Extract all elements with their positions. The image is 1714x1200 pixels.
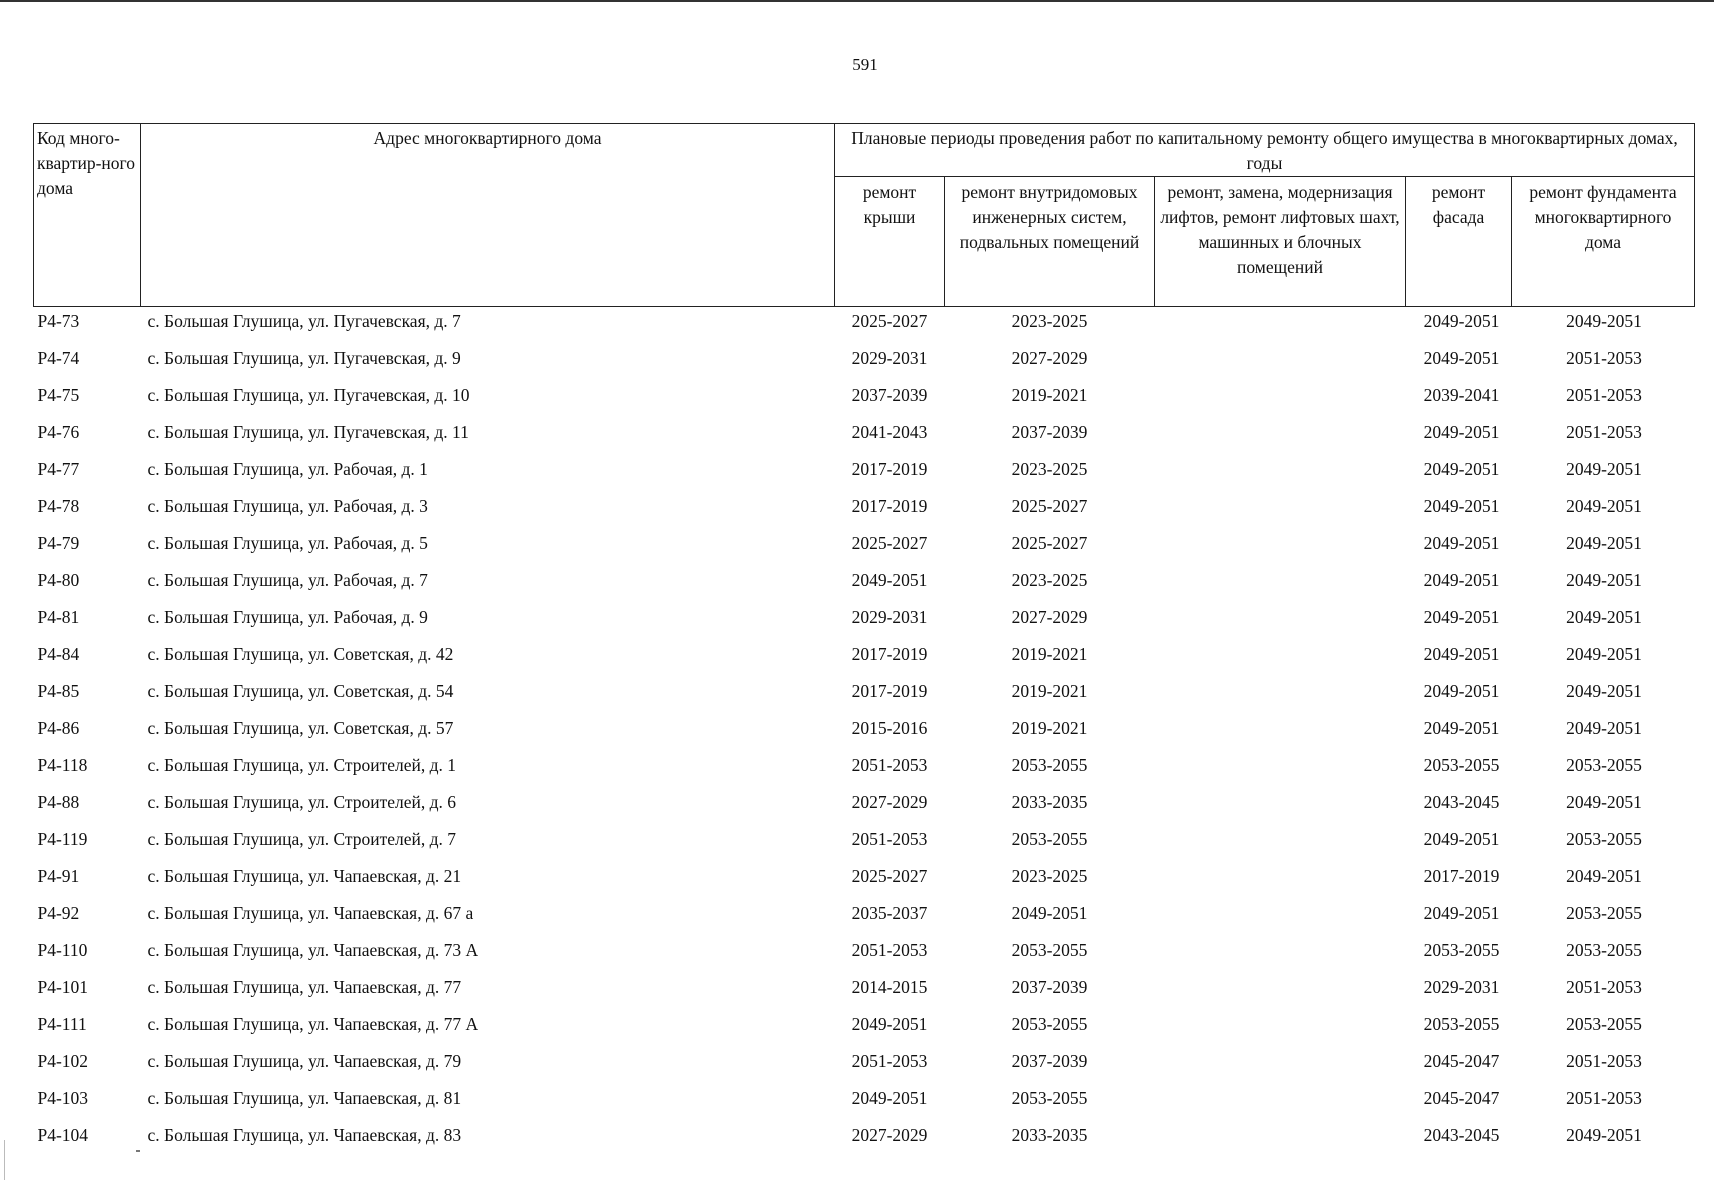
scan-edge-mark — [4, 1140, 5, 1180]
building-code-cell: Р4-76 — [37, 422, 80, 442]
roof-repair-period-cell: 2035-2037 — [851, 903, 928, 923]
building-code-cell: Р4-84 — [37, 644, 80, 664]
header-facade-repair: ремонт фасада — [1406, 177, 1512, 307]
table-row — [34, 529, 1695, 566]
roof-repair-period-cell: 2029-2031 — [851, 348, 928, 368]
facade-repair-period-cell: 2053-2055 — [1423, 940, 1500, 960]
engineering-repair-period-cell: 2053-2055 — [1011, 829, 1088, 849]
building-code-cell: Р4-91 — [37, 866, 80, 886]
roof-repair-period-cell: 2051-2053 — [851, 829, 928, 849]
lifts-repair-period-cell — [1155, 640, 1406, 677]
roof-repair-period-cell: 2017-2019 — [851, 644, 928, 664]
table-row — [34, 788, 1695, 825]
roof-repair-period-cell: 2025-2027 — [851, 866, 928, 886]
roof-repair-period-cell: 2051-2053 — [851, 755, 928, 775]
foundation-repair-period-cell: 2051-2053 — [1566, 977, 1642, 997]
facade-repair-period-cell: 2049-2051 — [1423, 903, 1500, 923]
building-address-cell: с. Большая Глушица, ул. Рабочая, д. 9 — [147, 607, 428, 627]
facade-repair-period-cell: 2049-2051 — [1423, 459, 1500, 479]
foundation-repair-period-cell: 2051-2053 — [1566, 1088, 1642, 1108]
facade-repair-period-cell: 2049-2051 — [1423, 348, 1500, 368]
table-row — [34, 677, 1695, 714]
lifts-repair-period-cell — [1155, 936, 1406, 973]
facade-repair-period-cell: 2053-2055 — [1423, 755, 1500, 775]
roof-repair-period-cell: 2029-2031 — [851, 607, 928, 627]
foundation-repair-period-cell: 2049-2051 — [1566, 496, 1642, 516]
foundation-repair-period-cell: 2049-2051 — [1566, 311, 1642, 331]
foundation-repair-period-cell: 2053-2055 — [1566, 829, 1642, 849]
building-code-cell: Р4-101 — [37, 977, 89, 997]
roof-repair-period-cell: 2049-2051 — [851, 1014, 928, 1034]
foundation-repair-period-cell: 2049-2051 — [1566, 644, 1642, 664]
foundation-repair-period-cell: 2051-2053 — [1566, 422, 1642, 442]
engineering-repair-period-cell: 2023-2025 — [1011, 866, 1088, 886]
header-roof-repair: ремонт крыши — [835, 177, 945, 307]
building-address-cell: с. Большая Глушица, ул. Пугачевская, д. 9 — [147, 348, 461, 368]
building-address-cell: с. Большая Глушица, ул. Пугачевская, д. 11 — [147, 422, 469, 442]
building-address-cell: с. Большая Глушица, ул. Строителей, д. 6 — [147, 792, 457, 812]
building-code-cell: Р4-119 — [37, 829, 88, 849]
building-code-cell: Р4-102 — [37, 1051, 89, 1071]
roof-repair-period-cell: 2025-2027 — [851, 311, 928, 331]
building-code-cell: Р4-80 — [37, 570, 80, 590]
building-code-cell: Р4-78 — [37, 496, 80, 516]
building-address-cell: с. Большая Глушица, ул. Пугачевская, д. 10 — [147, 385, 470, 405]
building-code-cell: Р4-81 — [37, 607, 80, 627]
foundation-repair-period-cell: 2053-2055 — [1566, 940, 1642, 960]
building-address-cell: с. Большая Глушица, ул. Чапаевская, д. 77 А — [147, 1014, 479, 1034]
table-row — [34, 1121, 1695, 1158]
roof-repair-period-cell: 2017-2019 — [851, 459, 928, 479]
lifts-repair-period-cell — [1155, 1121, 1406, 1158]
foundation-repair-period-cell: 2049-2051 — [1566, 792, 1642, 812]
building-code-cell: Р4-79 — [37, 533, 80, 553]
building-code-cell: Р4-110 — [37, 940, 88, 960]
facade-repair-period-cell: 2049-2051 — [1423, 570, 1500, 590]
table-row — [34, 1084, 1695, 1121]
foundation-repair-period-cell: 2049-2051 — [1566, 570, 1642, 590]
page-number: 591 — [852, 55, 878, 74]
header-engineering-systems-repair: ремонт внутридомовых инженерных систем, подвальных помещений — [945, 177, 1155, 307]
lifts-repair-period-cell — [1155, 1010, 1406, 1047]
roof-repair-period-cell: 2037-2039 — [851, 385, 928, 405]
table-row — [34, 973, 1695, 1010]
engineering-repair-period-cell: 2037-2039 — [1011, 1051, 1088, 1071]
foundation-repair-period-cell: 2049-2051 — [1566, 1125, 1642, 1145]
facade-repair-period-cell: 2053-2055 — [1423, 1014, 1500, 1034]
roof-repair-period-cell: 2015-2016 — [851, 718, 928, 738]
building-address-cell: с. Большая Глушица, ул. Советская, д. 42 — [147, 644, 454, 664]
table-row — [34, 418, 1695, 455]
foundation-repair-period-cell: 2053-2055 — [1566, 903, 1642, 923]
facade-repair-period-cell: 2043-2045 — [1423, 1125, 1500, 1145]
lifts-repair-period-cell — [1155, 788, 1406, 825]
facade-repair-period-cell: 2039-2041 — [1423, 385, 1500, 405]
lifts-repair-period-cell — [1155, 1047, 1406, 1084]
roof-repair-period-cell: 2025-2027 — [851, 533, 928, 553]
facade-repair-period-cell: 2049-2051 — [1423, 644, 1500, 664]
facade-repair-period-cell: 2043-2045 — [1423, 792, 1500, 812]
engineering-repair-period-cell: 2027-2029 — [1011, 607, 1088, 627]
engineering-repair-period-cell: 2037-2039 — [1011, 977, 1088, 997]
facade-repair-period-cell: 2049-2051 — [1423, 533, 1500, 553]
building-code-cell: Р4-75 — [37, 385, 80, 405]
facade-repair-period-cell: 2017-2019 — [1423, 866, 1500, 886]
foundation-repair-period-cell: 2049-2051 — [1566, 459, 1642, 479]
facade-repair-period-cell: 2045-2047 — [1423, 1088, 1500, 1108]
table-row — [34, 899, 1695, 936]
engineering-repair-period-cell: 2019-2021 — [1011, 644, 1088, 664]
engineering-repair-period-cell: 2053-2055 — [1011, 1088, 1088, 1108]
lifts-repair-period-cell — [1155, 418, 1406, 455]
foundation-repair-period-cell: 2053-2055 — [1566, 755, 1642, 775]
roof-repair-period-cell: 2027-2029 — [851, 792, 928, 812]
table-row — [34, 307, 1695, 345]
facade-repair-period-cell: 2049-2051 — [1423, 422, 1500, 442]
lifts-repair-period-cell — [1155, 344, 1406, 381]
top-border-line — [0, 0, 1714, 2]
facade-repair-period-cell: 2045-2047 — [1423, 1051, 1500, 1071]
lifts-repair-period-cell — [1155, 862, 1406, 899]
engineering-repair-period-cell: 2053-2055 — [1011, 755, 1088, 775]
lifts-repair-period-cell — [1155, 529, 1406, 566]
engineering-repair-period-cell: 2023-2025 — [1011, 311, 1088, 331]
table-row — [34, 455, 1695, 492]
lifts-repair-period-cell — [1155, 603, 1406, 640]
lifts-repair-period-cell — [1155, 899, 1406, 936]
building-address-cell: с. Большая Глушица, ул. Рабочая, д. 3 — [147, 496, 428, 516]
building-address-cell: с. Большая Глушица, ул. Чапаевская, д. 81 — [147, 1088, 462, 1108]
facade-repair-period-cell: 2049-2051 — [1423, 607, 1500, 627]
table-row — [34, 1047, 1695, 1084]
roof-repair-period-cell: 2051-2053 — [851, 1051, 928, 1071]
building-code-cell: Р4-92 — [37, 903, 80, 923]
table-row — [34, 492, 1695, 529]
lifts-repair-period-cell — [1155, 751, 1406, 788]
header-lifts-repair: ремонт, замена, модернизация лифтов, ремонт лифтовых шахт, машинных и блочных помещений — [1155, 177, 1406, 307]
engineering-repair-period-cell: 2025-2027 — [1011, 533, 1088, 553]
foundation-repair-period-cell: 2053-2055 — [1566, 1014, 1642, 1034]
foundation-repair-period-cell: 2049-2051 — [1566, 533, 1642, 553]
roof-repair-period-cell: 2027-2029 — [851, 1125, 928, 1145]
building-address-cell: с. Большая Глушица, ул. Пугачевская, д. 7 — [147, 311, 461, 331]
roof-repair-period-cell: 2049-2051 — [851, 1088, 928, 1108]
engineering-repair-period-cell: 2023-2025 — [1011, 459, 1088, 479]
header-planned-periods: Плановые периоды проведения работ по капитальному ремонту общего имущества в многоквартирных домах, годы — [835, 124, 1695, 177]
foundation-repair-period-cell: 2049-2051 — [1566, 866, 1642, 886]
lifts-repair-period-cell — [1155, 714, 1406, 751]
engineering-repair-period-cell: 2019-2021 — [1011, 385, 1088, 405]
table-row — [34, 603, 1695, 640]
lifts-repair-period-cell — [1155, 1084, 1406, 1121]
roof-repair-period-cell: 2041-2043 — [851, 422, 928, 442]
header-foundation-repair: ремонт фундамента многоквартирного дома — [1512, 177, 1695, 307]
building-code-cell: Р4-73 — [37, 311, 80, 331]
building-address-cell: с. Большая Глушица, ул. Чапаевская, д. 79 — [147, 1051, 462, 1071]
lifts-repair-period-cell — [1155, 381, 1406, 418]
table-row — [34, 936, 1695, 973]
foundation-repair-period-cell: 2051-2053 — [1566, 385, 1642, 405]
building-code-cell: Р4-86 — [37, 718, 80, 738]
lifts-repair-period-cell — [1155, 492, 1406, 529]
engineering-repair-period-cell: 2019-2021 — [1011, 718, 1088, 738]
building-address-cell: с. Большая Глушица, ул. Советская, д. 54 — [147, 681, 454, 701]
engineering-repair-period-cell: 2027-2029 — [1011, 348, 1088, 368]
engineering-repair-period-cell: 2025-2027 — [1011, 496, 1088, 516]
header-building-address: Адрес многоквартирного дома — [141, 124, 835, 307]
table-row — [34, 381, 1695, 418]
engineering-repair-period-cell: 2023-2025 — [1011, 570, 1088, 590]
lifts-repair-period-cell — [1155, 566, 1406, 603]
building-code-cell: Р4-77 — [37, 459, 80, 479]
table-row — [34, 751, 1695, 788]
table-header — [34, 124, 1695, 307]
building-address-cell: с. Большая Глушица, ул. Чапаевская, д. 73 А — [147, 940, 479, 960]
facade-repair-period-cell: 2029-2031 — [1423, 977, 1500, 997]
roof-repair-period-cell: 2014-2015 — [851, 977, 928, 997]
engineering-repair-period-cell: 2033-2035 — [1011, 1125, 1088, 1145]
lifts-repair-period-cell — [1155, 307, 1406, 345]
building-code-cell: Р4-103 — [37, 1088, 89, 1108]
roof-repair-period-cell: 2017-2019 — [851, 496, 928, 516]
foundation-repair-period-cell: 2051-2053 — [1566, 1051, 1642, 1071]
engineering-repair-period-cell: 2053-2055 — [1011, 1014, 1088, 1034]
engineering-repair-period-cell: 2037-2039 — [1011, 422, 1088, 442]
capital-repair-schedule-table — [33, 123, 1695, 1158]
table-row — [34, 344, 1695, 381]
building-address-cell: с. Большая Глушица, ул. Рабочая, д. 5 — [147, 533, 428, 553]
facade-repair-period-cell: 2049-2051 — [1423, 718, 1500, 738]
roof-repair-period-cell: 2049-2051 — [851, 570, 928, 590]
engineering-repair-period-cell: 2053-2055 — [1011, 940, 1088, 960]
building-address-cell: с. Большая Глушица, ул. Советская, д. 57 — [147, 718, 454, 738]
engineering-repair-period-cell: 2033-2035 — [1011, 792, 1088, 812]
facade-repair-period-cell: 2049-2051 — [1423, 496, 1500, 516]
foundation-repair-period-cell: 2049-2051 — [1566, 607, 1642, 627]
lifts-repair-period-cell — [1155, 825, 1406, 862]
engineering-repair-period-cell: 2019-2021 — [1011, 681, 1088, 701]
building-address-cell: с. Большая Глушица, ул. Рабочая, д. 7 — [147, 570, 428, 590]
engineering-repair-period-cell: 2049-2051 — [1011, 903, 1088, 923]
roof-repair-period-cell: 2051-2053 — [851, 940, 928, 960]
building-address-cell: с. Большая Глушица, ул. Рабочая, д. 1 — [147, 459, 428, 479]
facade-repair-period-cell: 2049-2051 — [1423, 829, 1500, 849]
header-building-code: Код много-квартир-ного дома — [34, 124, 141, 307]
lifts-repair-period-cell — [1155, 973, 1406, 1010]
building-address-cell: с. Большая Глушица, ул. Строителей, д. 1 — [147, 755, 457, 775]
foundation-repair-period-cell: 2049-2051 — [1566, 718, 1642, 738]
foundation-repair-period-cell: 2049-2051 — [1566, 681, 1642, 701]
lifts-repair-period-cell — [1155, 677, 1406, 714]
table-row — [34, 566, 1695, 603]
table-row — [34, 825, 1695, 862]
facade-repair-period-cell: 2049-2051 — [1423, 311, 1500, 331]
building-code-cell: Р4-111 — [37, 1014, 87, 1034]
building-code-cell: Р4-85 — [37, 681, 80, 701]
scan-speck — [136, 1150, 140, 1152]
facade-repair-period-cell: 2049-2051 — [1423, 681, 1500, 701]
table-row — [34, 862, 1695, 899]
table-row — [34, 640, 1695, 677]
building-address-cell: с. Большая Глушица, ул. Строителей, д. 7 — [147, 829, 457, 849]
building-code-cell: Р4-88 — [37, 792, 80, 812]
building-code-cell: Р4-74 — [37, 348, 80, 368]
building-address-cell: с. Большая Глушица, ул. Чапаевская, д. 77 — [147, 977, 462, 997]
table-row — [34, 714, 1695, 751]
table-body — [34, 307, 1695, 1159]
building-address-cell: с. Большая Глушица, ул. Чапаевская, д. 67 а — [147, 903, 474, 923]
foundation-repair-period-cell: 2051-2053 — [1566, 348, 1642, 368]
building-address-cell: с. Большая Глушица, ул. Чапаевская, д. 83 — [147, 1125, 462, 1145]
building-code-cell: Р4-118 — [37, 755, 88, 775]
lifts-repair-period-cell — [1155, 455, 1406, 492]
table-row — [34, 1010, 1695, 1047]
building-address-cell: с. Большая Глушица, ул. Чапаевская, д. 21 — [147, 866, 462, 886]
roof-repair-period-cell: 2017-2019 — [851, 681, 928, 701]
building-code-cell: Р4-104 — [37, 1125, 89, 1145]
